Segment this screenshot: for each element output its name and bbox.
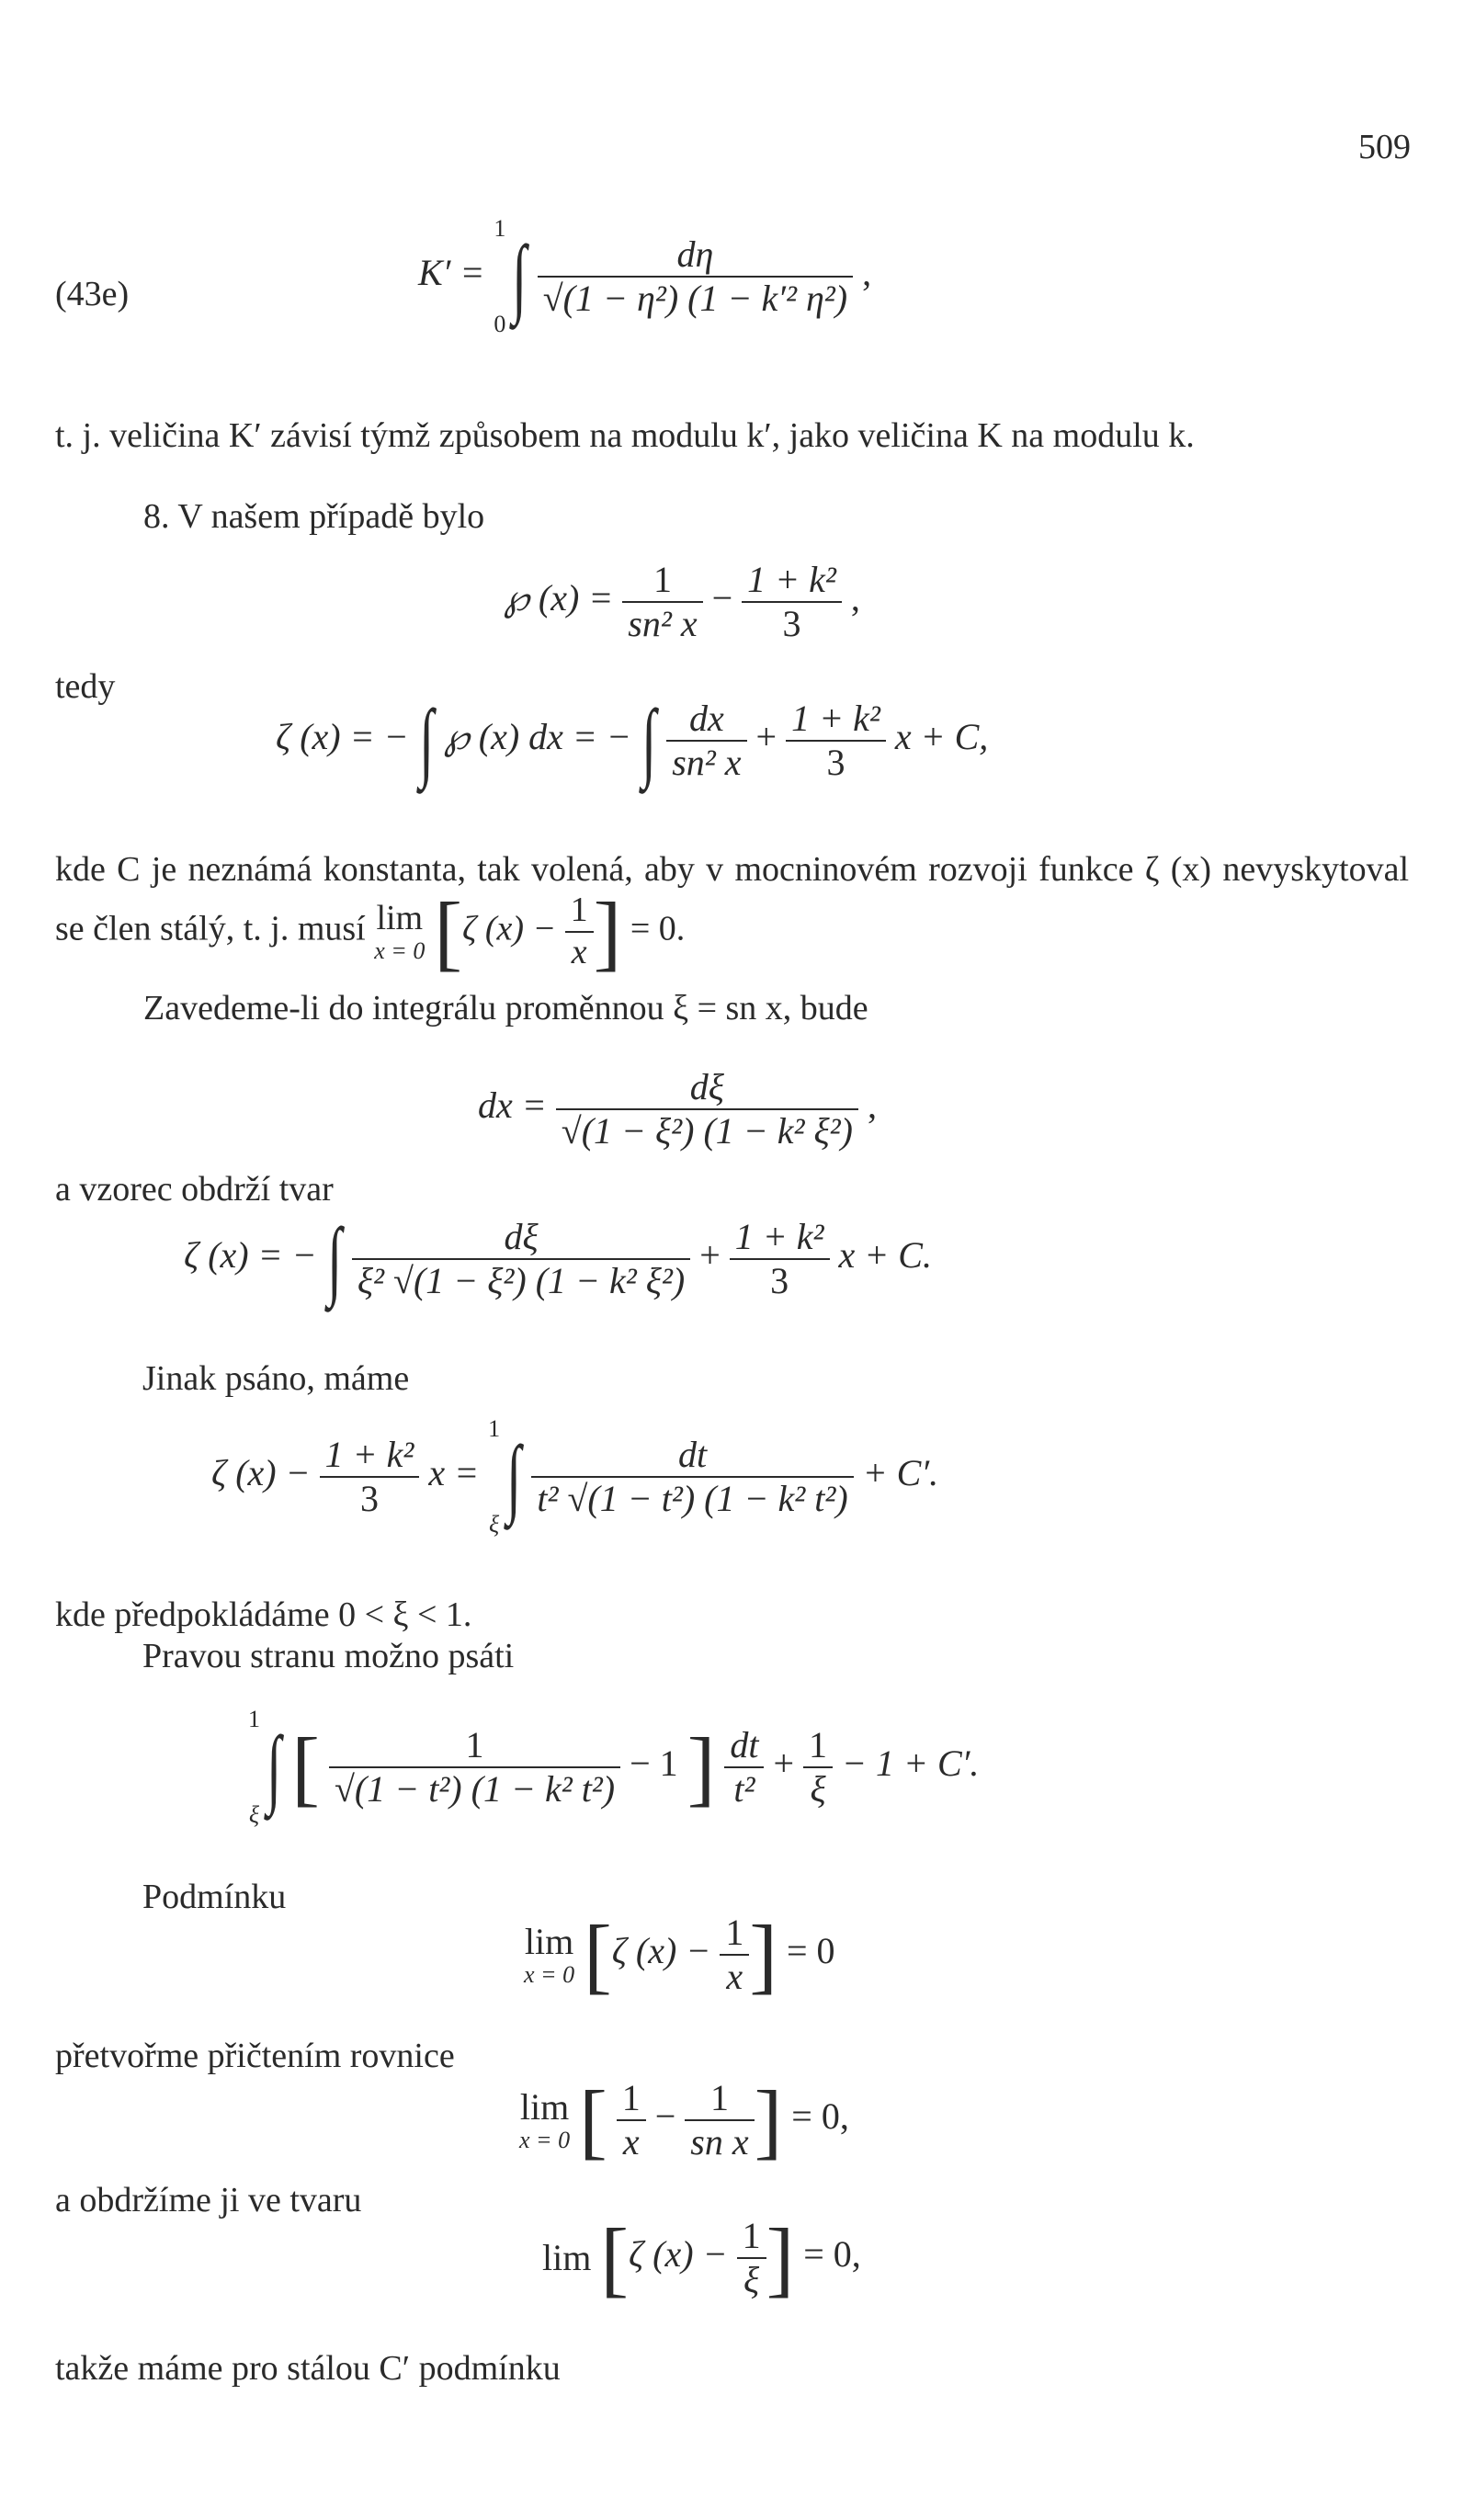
- integral-limits: 1 0: [494, 215, 506, 337]
- paragraph-6: Jinak psáno, máme: [142, 1359, 410, 1398]
- paragraph-9: Podmínku: [142, 1878, 287, 1916]
- equation-zeta-2: ζ (x) = − ∫ $\frac{d\xi}{\text{ξ² √(1 − ξ²) (1 − k² ξ²)}}$ + $\frac{\text{1 + k²}}{3}$ x + C.: [184, 1209, 932, 1308]
- equation-label: (43e): [55, 275, 130, 313]
- tedy-label: tedy: [55, 667, 116, 706]
- equation-right-side: 1 ξ∫ [ $\frac{1}{\text{√(1 − t²) (1 − k² t²)}}$ − 1 ] $\frac{dt}{\text{t²}}$ + $\frac{1}{\xi}$ − 1 + C′.: [248, 1706, 980, 1828]
- integral-sign: ∫: [512, 227, 528, 325]
- equation-condition: lim x = 0 [ζ (x) − $\frac{1}{x}$ ] = 0: [524, 1908, 835, 2002]
- paragraph-8: Pravou stranu možno psáti: [142, 1637, 515, 1675]
- paragraph-11: a obdržíme ji ve tvaru: [55, 2181, 362, 2219]
- equation-add: lim x = 0 [ $\frac{1}{x}$ − $\frac{1}{\text{sn x}}$ ] = 0,: [519, 2073, 849, 2167]
- paragraph-1: t. j. veličina K′ závisí týmž způsobem na modulu k′, jako veličina K na modulu k.: [55, 416, 1195, 455]
- paragraph-5: a vzorec obdrží tvar: [55, 1170, 334, 1209]
- paragraph-3: kde C je neznámá konstanta, tak volená, aby v mocninovém rozvoji funkce ζ (x) nevyskytoval se člen stálý, t. j. musí lim x = 0 [ζ (x) − $\frac{1}{x}$ ] = 0.: [55, 850, 1409, 979]
- equation-wp: ℘ (x) = $\frac{1}{\text{sn² x}}$ − $\frac{\text{1 + k²}}{3}$ ,: [504, 559, 860, 644]
- paragraph-10: přetvořme přičtením rovnice: [55, 2037, 455, 2075]
- equation-form: lim [ζ (x) − $\frac{1}{\xi}$ ] = 0,: [542, 2211, 861, 2305]
- paragraph-4: Zavedeme-li do integrálu proměnnou ξ = sn x, bude: [143, 989, 868, 1027]
- limit: lim x = 0: [374, 898, 426, 964]
- eq-lhs: K′ =: [418, 252, 485, 294]
- eq-tail: ,: [862, 252, 872, 294]
- equation-dx: dx = $\frac{d\xi}{\text{√(1 − ξ²) (1 − k² ξ²)}}$ ,: [478, 1066, 877, 1152]
- paragraph-2: 8. V našem případě bylo: [143, 497, 485, 536]
- page-number: 509: [1358, 128, 1411, 166]
- equation-jinak: ζ (x) − $\frac{\text{1 + k²}}{3}$ x = 1 ξ∫ $\frac{dt}{\text{t² √(1 − t²) (1 − k² t²)}}$ + C′.: [211, 1415, 939, 1538]
- equation-zeta: ζ (x) = − ∫ ℘ (x) dx = − ∫ $\frac{dx}{\text{sn² x}}$ + $\frac{\text{1 + k²}}{3}$ x + C,: [276, 691, 989, 789]
- paragraph-7: kde předpokládáme 0 < ξ < 1.: [55, 1595, 472, 1634]
- fraction: $\frac{d\eta}{\text{√(1 − η²) (1 − k′² η²)}}$: [538, 233, 853, 320]
- equation-43e: [418, 217, 871, 336]
- paragraph-12: takže máme pro stálou C′ podmínku: [55, 2349, 561, 2388]
